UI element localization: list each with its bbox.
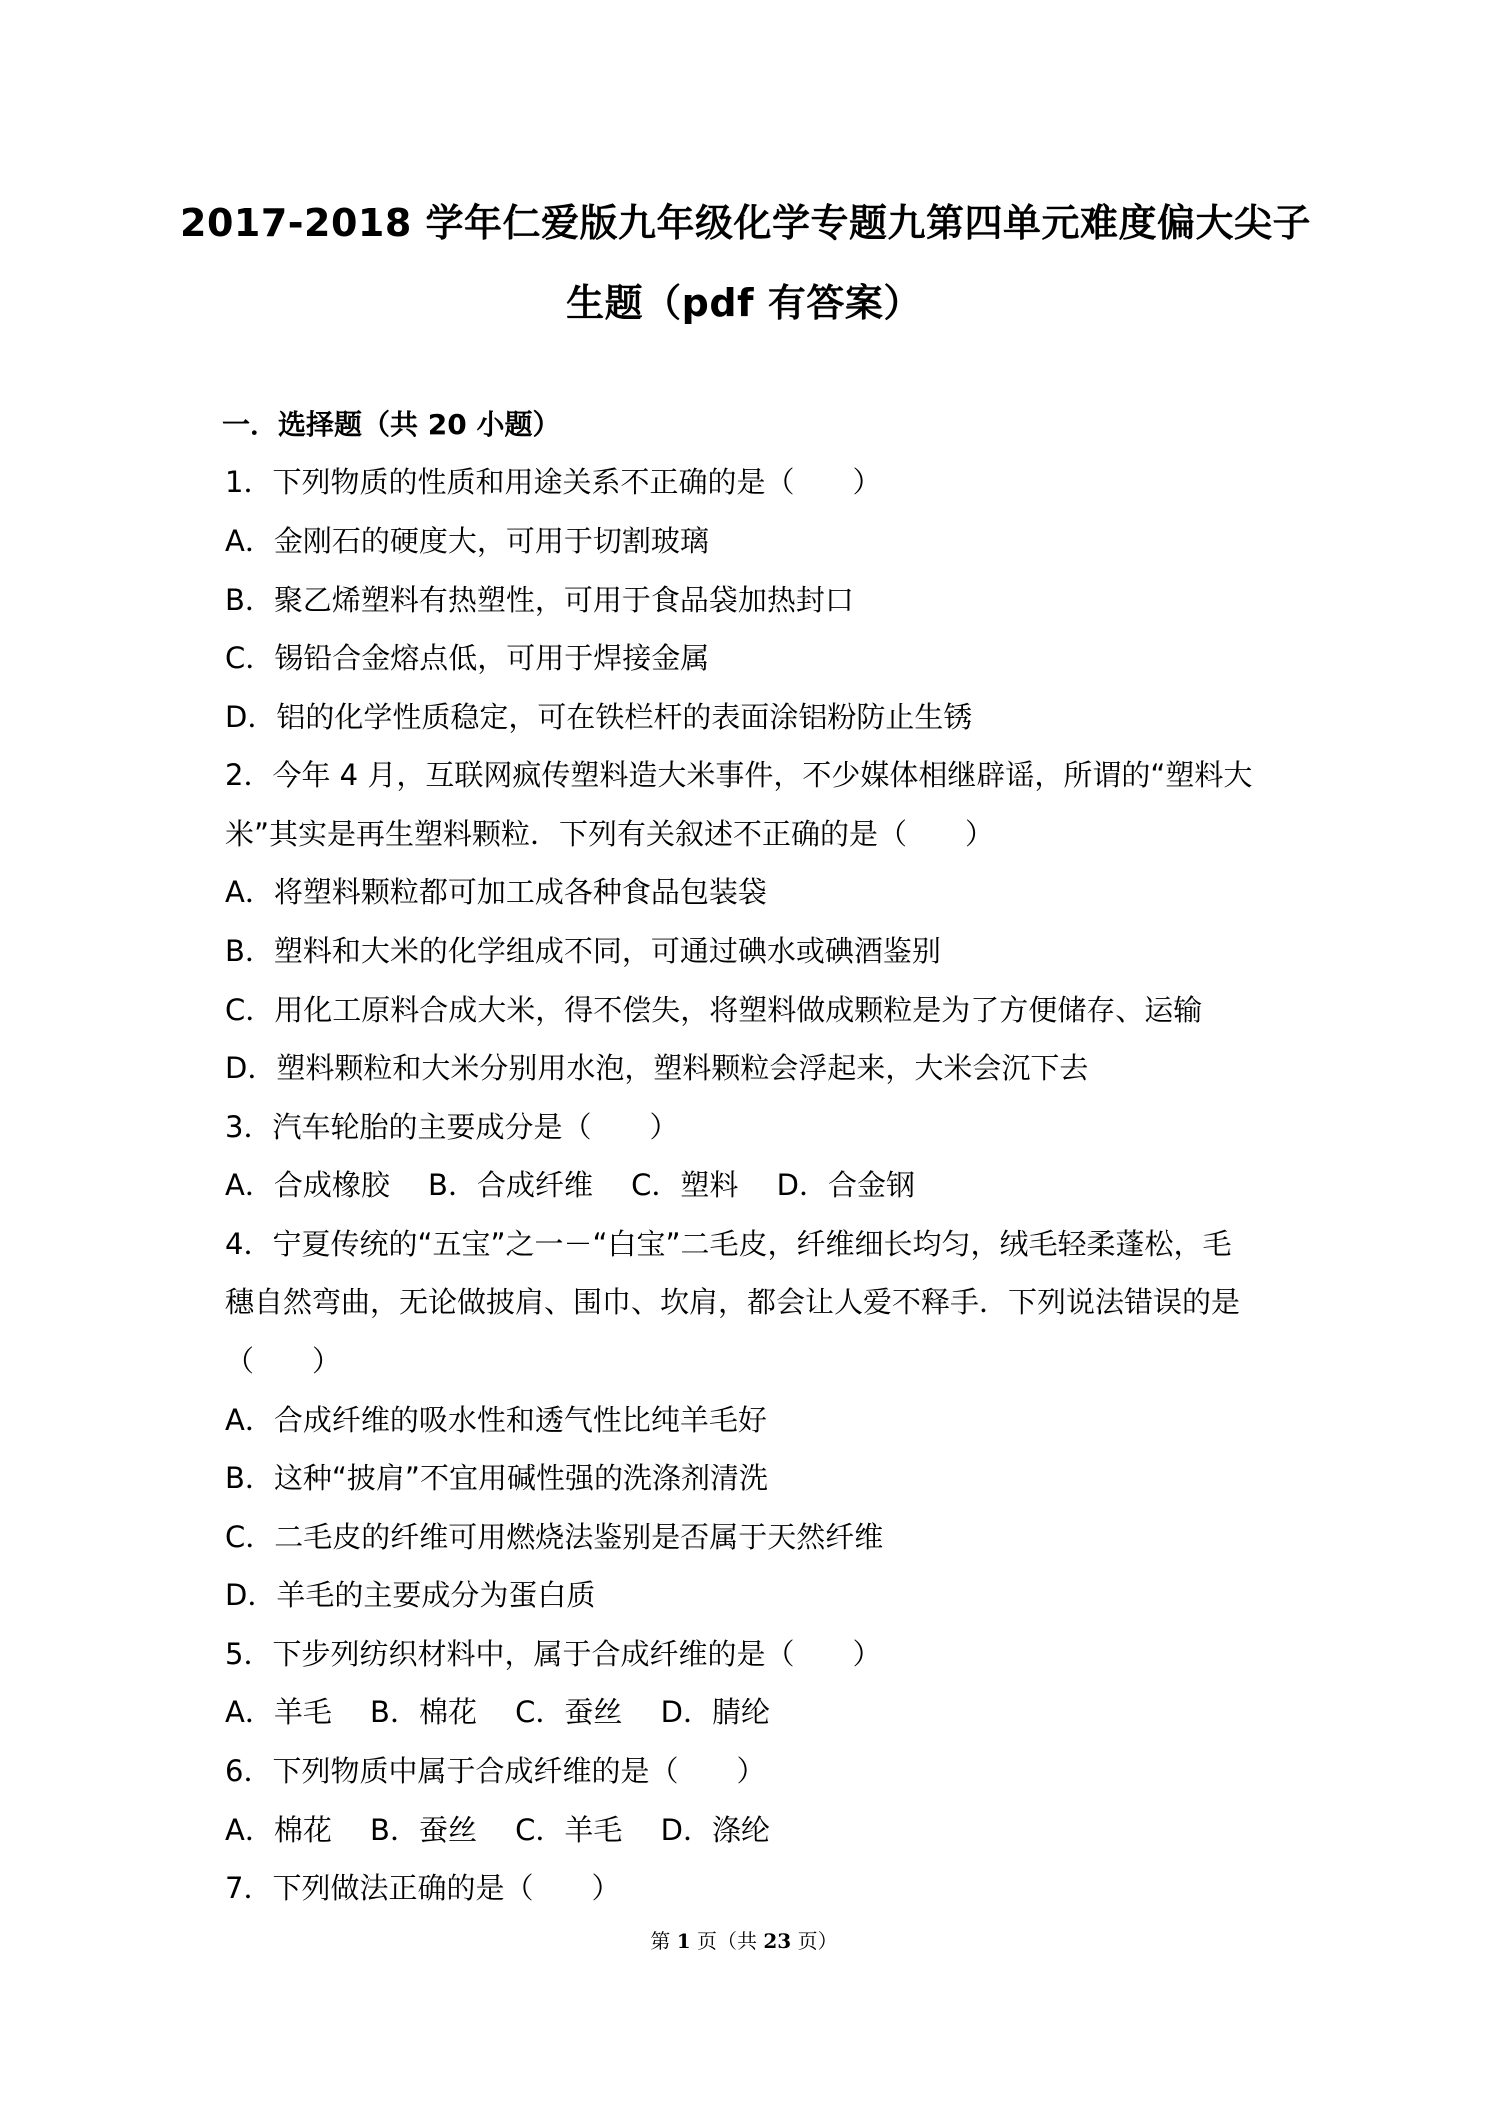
question-1-option-d: D．铝的化学性质稳定，可在铁栏杆的表面涂铝粉防止生锈 [225,700,973,734]
question-4-option-d: D．羊毛的主要成分为蛋白质 [225,1578,596,1612]
question-2-option-b: B．塑料和大米的化学组成不同，可通过碘水或碘酒鉴别 [225,934,941,968]
question-2-option-a: A．将塑料颗粒都可加工成各种食品包装袋 [225,875,767,909]
question-2-option-c: C．用化工原料合成大米，得不偿失，将塑料做成颗粒是为了方便储存、运输 [225,993,1203,1027]
question-3-stem: 3．汽车轮胎的主要成分是（ ） [225,1110,679,1144]
question-2-stem-line-1: 2．今年 4 月，互联网疯传塑料造大米事件，不少媒体相继辟谣，所谓的“塑料大 [225,758,1253,792]
page-footer [0,1925,1488,1954]
footer-prefix: 第 [650,1929,677,1953]
question-5-stem: 5．下步列纺织材料中，属于合成纤维的是（ ） [225,1637,882,1671]
question-2-stem-line-2: 米”其实是再生塑料颗粒．下列有关叙述不正确的是（ ） [225,817,995,851]
question-4-option-a: A．合成纤维的吸水性和透气性比纯羊毛好 [225,1403,767,1437]
question-1-option-a: A．金刚石的硬度大，可用于切割玻璃 [225,524,709,558]
document-title-line-1: 2017-2018 学年仁爱版九年级化学专题九第四单元难度偏大尖子 [180,201,1312,245]
document-title-line-2: 生题（pdf 有答案） [566,281,922,325]
footer-page-number: 1 [676,1929,691,1953]
question-6-options: A．棉花 B．蚕丝 C．羊毛 D．涤纶 [225,1813,770,1847]
question-4-stem-line-2: 穗自然弯曲，无论做披肩、围巾、坎肩，都会让人爱不释手．下列说法错误的是 [225,1285,1241,1319]
question-1-stem: 1．下列物质的性质和用途关系不正确的是（ ） [225,465,882,499]
question-5-options: A．羊毛 B．棉花 C．蚕丝 D．腈纶 [225,1695,770,1729]
question-1-option-b: B．聚乙烯塑料有热塑性，可用于食品袋加热封口 [225,583,854,617]
question-4-option-c: C．二毛皮的纤维可用燃烧法鉴别是否属于天然纤维 [225,1520,884,1554]
question-4-option-b: B．这种“披肩”不宜用碱性强的洗涤剂清洗 [225,1461,768,1495]
footer-suffix: 页） [791,1929,838,1953]
question-7-stem: 7．下列做法正确的是（ ） [225,1871,621,1905]
question-6-stem: 6．下列物质中属于合成纤维的是（ ） [225,1754,766,1788]
question-2-option-d: D．塑料颗粒和大米分别用水泡，塑料颗粒会浮起来，大米会沉下去 [225,1051,1089,1085]
question-1-option-c: C．锡铅合金熔点低，可用于焊接金属 [225,641,710,675]
question-4-stem-line-3: （ ） [225,1344,342,1378]
footer-total-pages: 23 [763,1929,792,1953]
footer-middle: 页（共 [690,1929,764,1953]
question-4-stem-line-1: 4．宁夏传统的“五宝”之一－“白宝”二毛皮，纤维细长均匀，绒毛轻柔蓬松，毛 [225,1227,1232,1261]
section-heading: 一．选择题（共 20 小题） [222,408,561,441]
question-3-options: A．合成橡胶 B．合成纤维 C．塑料 D．合金钢 [225,1168,915,1202]
